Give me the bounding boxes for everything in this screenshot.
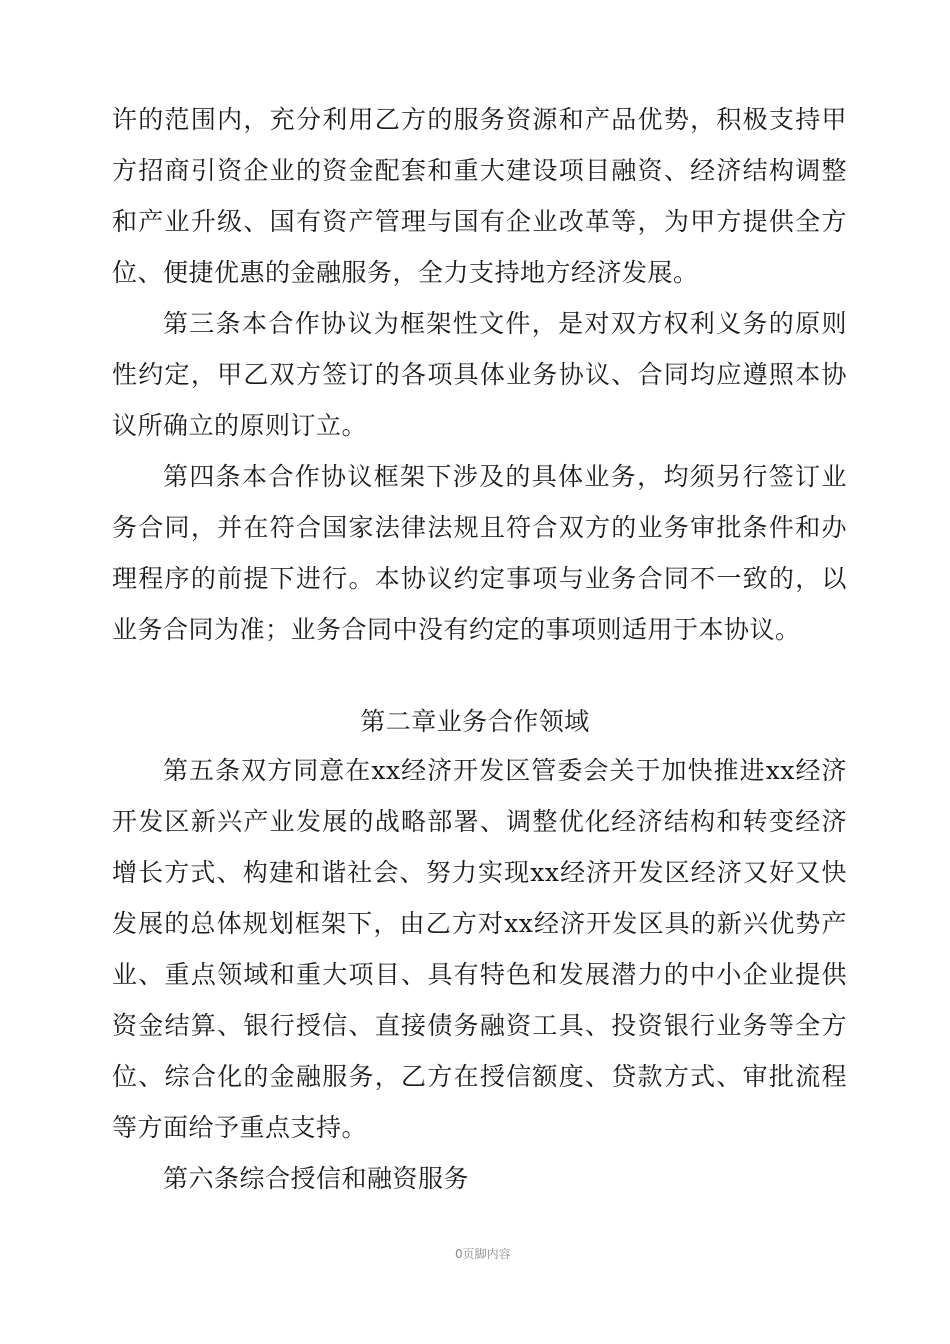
- article-4-line: 理程序的前提下进行。本协议约定事项与业务合同不一致的，以: [112, 564, 847, 593]
- article-3-line: 性约定，甲乙双方签订的各项具体业务协议、合同均应遵照本协: [112, 360, 847, 389]
- article-5-line: 增长方式、构建和谐社会、努力实现xx经济开发区经济又好又快: [112, 858, 847, 887]
- article-3-line: 议所确立的原则订立。: [112, 411, 368, 440]
- paragraph-line: 位、便捷优惠的金融服务，全力支持地方经济发展。: [112, 258, 699, 287]
- article-4-line: 务合同，并在符合国家法律法规且符合双方的业务审批条件和办: [112, 513, 847, 542]
- chapter-heading: 第二章业务合作领域: [360, 707, 590, 736]
- article-5-line: 等方面给予重点支持。: [112, 1113, 368, 1142]
- article-5-line: 第五条双方同意在xx经济开发区管委会关于加快推进xx经济: [163, 756, 847, 785]
- article-5-line: 发展的总体规划框架下，由乙方对xx经济开发区具的新兴优势产: [112, 909, 847, 938]
- article-4-line: 业务合同为准；业务合同中没有约定的事项则适用于本协议。: [112, 615, 801, 644]
- paragraph-line: 方招商引资企业的资金配套和重大建设项目融资、经济结构调整: [112, 156, 847, 185]
- article-6-line: 第六条综合授信和融资服务: [163, 1164, 470, 1193]
- paragraph-line: 许的范围内，充分利用乙方的服务资源和产品优势，积极支持甲: [112, 105, 847, 134]
- article-5-line: 位、综合化的金融服务，乙方在授信额度、贷款方式、审批流程: [112, 1062, 847, 1091]
- article-3-line: 第三条本合作协议为框架性文件，是对双方权利义务的原则: [163, 309, 847, 338]
- article-4-line: 第四条本合作协议框架下涉及的具体业务，均须另行签订业: [163, 462, 847, 491]
- article-5-line: 资金结算、银行授信、直接债务融资工具、投资银行业务等全方: [112, 1011, 847, 1040]
- article-5-line: 业、重点领域和重大项目、具有特色和发展潜力的中小企业提供: [112, 960, 847, 989]
- article-5-line: 开发区新兴产业发展的战略部署、调整优化经济结构和转变经济: [112, 807, 847, 836]
- page-footer: 0页脚内容: [455, 1247, 511, 1261]
- paragraph-line: 和产业升级、国有资产管理与国有企业改革等，为甲方提供全方: [112, 207, 847, 236]
